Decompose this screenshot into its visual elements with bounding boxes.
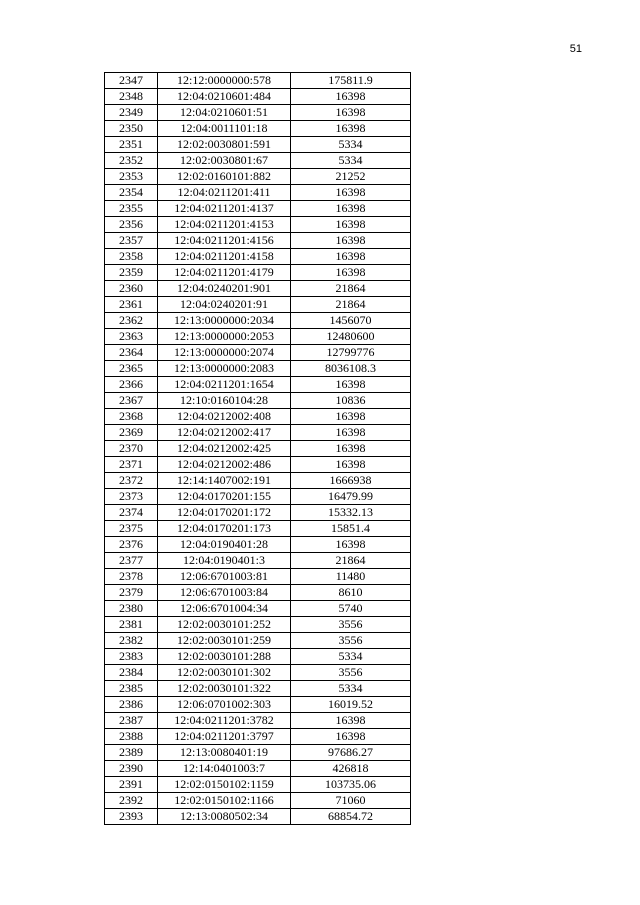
row-number-cell: 2387 xyxy=(105,713,158,729)
table-row xyxy=(105,233,411,249)
cadastral-number-cell: 12:02:0030101:252 xyxy=(158,617,291,633)
cadastral-number-cell: 12:04:0210601:484 xyxy=(158,89,291,105)
row-number-cell: 2362 xyxy=(105,313,158,329)
cadastral-number-cell: 12:14:0401003:7 xyxy=(158,761,291,777)
row-number-cell: 2355 xyxy=(105,201,158,217)
row-number-cell: 2379 xyxy=(105,585,158,601)
cadastral-number-cell: 12:04:0211201:4153 xyxy=(158,217,291,233)
value-cell: 5334 xyxy=(291,153,411,169)
table-row xyxy=(105,121,411,137)
table-row xyxy=(105,393,411,409)
value-cell: 16398 xyxy=(291,105,411,121)
row-number-cell: 2375 xyxy=(105,521,158,537)
row-number-cell: 2378 xyxy=(105,569,158,585)
value-cell: 5740 xyxy=(291,601,411,617)
cadastral-number-cell: 12:02:0030101:302 xyxy=(158,665,291,681)
table-row xyxy=(105,281,411,297)
value-cell: 16398 xyxy=(291,377,411,393)
value-cell: 16398 xyxy=(291,217,411,233)
cadastral-number-cell: 12:04:0212002:417 xyxy=(158,425,291,441)
value-cell: 16479.99 xyxy=(291,489,411,505)
cadastral-number-cell: 12:13:0000000:2074 xyxy=(158,345,291,361)
table-row xyxy=(105,713,411,729)
page-number: 51 xyxy=(569,43,582,55)
table-row xyxy=(105,441,411,457)
table-row xyxy=(105,217,411,233)
cadastral-number-cell: 12:02:0030801:67 xyxy=(158,153,291,169)
table-row xyxy=(105,585,411,601)
value-cell: 5334 xyxy=(291,649,411,665)
value-cell: 8036108.3 xyxy=(291,361,411,377)
cadastral-number-cell: 12:04:0211201:411 xyxy=(158,185,291,201)
cadastral-number-cell: 12:04:0190401:28 xyxy=(158,537,291,553)
cadastral-number-cell: 12:04:0170201:172 xyxy=(158,505,291,521)
cadastral-number-cell: 12:04:0190401:3 xyxy=(158,553,291,569)
row-number-cell: 2365 xyxy=(105,361,158,377)
cadastral-number-cell: 12:13:0080401:19 xyxy=(158,745,291,761)
cadastral-number-cell: 12:04:0211201:3782 xyxy=(158,713,291,729)
cadastral-number-cell: 12:10:0160104:28 xyxy=(158,393,291,409)
table-row xyxy=(105,473,411,489)
table-row xyxy=(105,297,411,313)
cadastral-number-cell: 12:02:0150102:1159 xyxy=(158,777,291,793)
table-row xyxy=(105,729,411,745)
cadastral-number-cell: 12:14:1407002:191 xyxy=(158,473,291,489)
cadastral-number-cell: 12:02:0030801:591 xyxy=(158,137,291,153)
row-number-cell: 2363 xyxy=(105,329,158,345)
row-number-cell: 2380 xyxy=(105,601,158,617)
table-row xyxy=(105,73,411,89)
table-row xyxy=(105,489,411,505)
table-row xyxy=(105,537,411,553)
table-row xyxy=(105,313,411,329)
cadastral-number-cell: 12:04:0170201:155 xyxy=(158,489,291,505)
row-number-cell: 2392 xyxy=(105,793,158,809)
row-number-cell: 2372 xyxy=(105,473,158,489)
value-cell: 16398 xyxy=(291,457,411,473)
table-row xyxy=(105,761,411,777)
table-row xyxy=(105,137,411,153)
value-cell: 16398 xyxy=(291,249,411,265)
value-cell: 15851.4 xyxy=(291,521,411,537)
table-row xyxy=(105,777,411,793)
table-row xyxy=(105,249,411,265)
table-row xyxy=(105,329,411,345)
table-row xyxy=(105,553,411,569)
value-cell: 16398 xyxy=(291,185,411,201)
value-cell: 12799776 xyxy=(291,345,411,361)
row-number-cell: 2369 xyxy=(105,425,158,441)
value-cell: 16398 xyxy=(291,201,411,217)
row-number-cell: 2384 xyxy=(105,665,158,681)
value-cell: 16398 xyxy=(291,89,411,105)
cadastral-number-cell: 12:04:0210601:51 xyxy=(158,105,291,121)
row-number-cell: 2359 xyxy=(105,265,158,281)
value-cell: 175811.9 xyxy=(291,73,411,89)
cadastral-number-cell: 12:04:0212002:408 xyxy=(158,409,291,425)
row-number-cell: 2352 xyxy=(105,153,158,169)
row-number-cell: 2364 xyxy=(105,345,158,361)
value-cell: 1666938 xyxy=(291,473,411,489)
table-row xyxy=(105,361,411,377)
row-number-cell: 2393 xyxy=(105,809,158,825)
table-row xyxy=(105,617,411,633)
value-cell: 8610 xyxy=(291,585,411,601)
table-row xyxy=(105,681,411,697)
row-number-cell: 2391 xyxy=(105,777,158,793)
row-number-cell: 2348 xyxy=(105,89,158,105)
value-cell: 16398 xyxy=(291,425,411,441)
value-cell: 3556 xyxy=(291,633,411,649)
cadastral-number-cell: 12:06:6701003:84 xyxy=(158,585,291,601)
table-row xyxy=(105,89,411,105)
table-row xyxy=(105,169,411,185)
cadastral-number-cell: 12:04:0211201:4156 xyxy=(158,233,291,249)
row-number-cell: 2386 xyxy=(105,697,158,713)
table-row xyxy=(105,457,411,473)
table-row xyxy=(105,793,411,809)
row-number-cell: 2377 xyxy=(105,553,158,569)
cadastral-number-cell: 12:04:0170201:173 xyxy=(158,521,291,537)
table-row xyxy=(105,649,411,665)
value-cell: 71060 xyxy=(291,793,411,809)
value-cell: 426818 xyxy=(291,761,411,777)
cadastral-number-cell: 12:02:0150102:1166 xyxy=(158,793,291,809)
table-row xyxy=(105,425,411,441)
table-row xyxy=(105,345,411,361)
value-cell: 16398 xyxy=(291,233,411,249)
cadastral-number-cell: 12:04:0240201:901 xyxy=(158,281,291,297)
cadastral-number-cell: 12:04:0211201:4158 xyxy=(158,249,291,265)
value-cell: 21864 xyxy=(291,281,411,297)
table-row xyxy=(105,505,411,521)
cadastral-number-cell: 12:12:0000000:578 xyxy=(158,73,291,89)
table-row xyxy=(105,409,411,425)
row-number-cell: 2356 xyxy=(105,217,158,233)
value-cell: 16398 xyxy=(291,441,411,457)
row-number-cell: 2350 xyxy=(105,121,158,137)
table-row xyxy=(105,745,411,761)
cadastral-number-cell: 12:13:0000000:2083 xyxy=(158,361,291,377)
cadastral-number-cell: 12:06:6701003:81 xyxy=(158,569,291,585)
row-number-cell: 2389 xyxy=(105,745,158,761)
value-cell: 10836 xyxy=(291,393,411,409)
table-row xyxy=(105,185,411,201)
cadastral-number-cell: 12:06:6701004:34 xyxy=(158,601,291,617)
cadastral-number-cell: 12:13:0000000:2034 xyxy=(158,313,291,329)
value-cell: 15332.13 xyxy=(291,505,411,521)
value-cell: 16398 xyxy=(291,713,411,729)
cadastral-number-cell: 12:04:0212002:486 xyxy=(158,457,291,473)
value-cell: 16398 xyxy=(291,121,411,137)
row-number-cell: 2388 xyxy=(105,729,158,745)
value-cell: 1456070 xyxy=(291,313,411,329)
row-number-cell: 2349 xyxy=(105,105,158,121)
value-cell: 21864 xyxy=(291,297,411,313)
row-number-cell: 2385 xyxy=(105,681,158,697)
value-cell: 103735.06 xyxy=(291,777,411,793)
cadastral-number-cell: 12:04:0211201:1654 xyxy=(158,377,291,393)
value-cell: 97686.27 xyxy=(291,745,411,761)
table-row xyxy=(105,569,411,585)
value-cell: 68854.72 xyxy=(291,809,411,825)
cadastral-number-cell: 12:04:0212002:425 xyxy=(158,441,291,457)
value-cell: 21252 xyxy=(291,169,411,185)
row-number-cell: 2358 xyxy=(105,249,158,265)
table-row xyxy=(105,665,411,681)
cadastral-number-cell: 12:04:0011101:18 xyxy=(158,121,291,137)
cadastral-number-cell: 12:04:0240201:91 xyxy=(158,297,291,313)
table-row xyxy=(105,153,411,169)
cadastral-number-cell: 12:02:0030101:322 xyxy=(158,681,291,697)
table-row xyxy=(105,601,411,617)
row-number-cell: 2374 xyxy=(105,505,158,521)
table-row xyxy=(105,377,411,393)
row-number-cell: 2382 xyxy=(105,633,158,649)
row-number-cell: 2367 xyxy=(105,393,158,409)
row-number-cell: 2351 xyxy=(105,137,158,153)
row-number-cell: 2390 xyxy=(105,761,158,777)
data-table xyxy=(104,72,411,825)
cadastral-number-cell: 12:02:0160101:882 xyxy=(158,169,291,185)
cadastral-number-cell: 12:13:0000000:2053 xyxy=(158,329,291,345)
row-number-cell: 2366 xyxy=(105,377,158,393)
cadastral-number-cell: 12:02:0030101:288 xyxy=(158,649,291,665)
value-cell: 16398 xyxy=(291,265,411,281)
row-number-cell: 2360 xyxy=(105,281,158,297)
value-cell: 12480600 xyxy=(291,329,411,345)
row-number-cell: 2347 xyxy=(105,73,158,89)
row-number-cell: 2354 xyxy=(105,185,158,201)
value-cell: 16019.52 xyxy=(291,697,411,713)
cadastral-number-cell: 12:06:0701002:303 xyxy=(158,697,291,713)
table-body xyxy=(105,73,411,825)
row-number-cell: 2381 xyxy=(105,617,158,633)
value-cell: 5334 xyxy=(291,681,411,697)
cadastral-number-cell: 12:02:0030101:259 xyxy=(158,633,291,649)
value-cell: 16398 xyxy=(291,537,411,553)
value-cell: 16398 xyxy=(291,729,411,745)
table-row xyxy=(105,201,411,217)
value-cell: 16398 xyxy=(291,409,411,425)
value-cell: 3556 xyxy=(291,617,411,633)
cadastral-number-cell: 12:04:0211201:4137 xyxy=(158,201,291,217)
cadastral-number-cell: 12:04:0211201:4179 xyxy=(158,265,291,281)
table-row xyxy=(105,521,411,537)
table-row xyxy=(105,633,411,649)
table-row xyxy=(105,265,411,281)
row-number-cell: 2383 xyxy=(105,649,158,665)
row-number-cell: 2353 xyxy=(105,169,158,185)
value-cell: 3556 xyxy=(291,665,411,681)
row-number-cell: 2370 xyxy=(105,441,158,457)
value-cell: 5334 xyxy=(291,137,411,153)
row-number-cell: 2376 xyxy=(105,537,158,553)
table-row xyxy=(105,697,411,713)
row-number-cell: 2371 xyxy=(105,457,158,473)
row-number-cell: 2357 xyxy=(105,233,158,249)
table-row xyxy=(105,105,411,121)
value-cell: 21864 xyxy=(291,553,411,569)
cadastral-number-cell: 12:04:0211201:3797 xyxy=(158,729,291,745)
cadastral-number-cell: 12:13:0080502:34 xyxy=(158,809,291,825)
row-number-cell: 2368 xyxy=(105,409,158,425)
table-row xyxy=(105,809,411,825)
row-number-cell: 2361 xyxy=(105,297,158,313)
row-number-cell: 2373 xyxy=(105,489,158,505)
value-cell: 11480 xyxy=(291,569,411,585)
